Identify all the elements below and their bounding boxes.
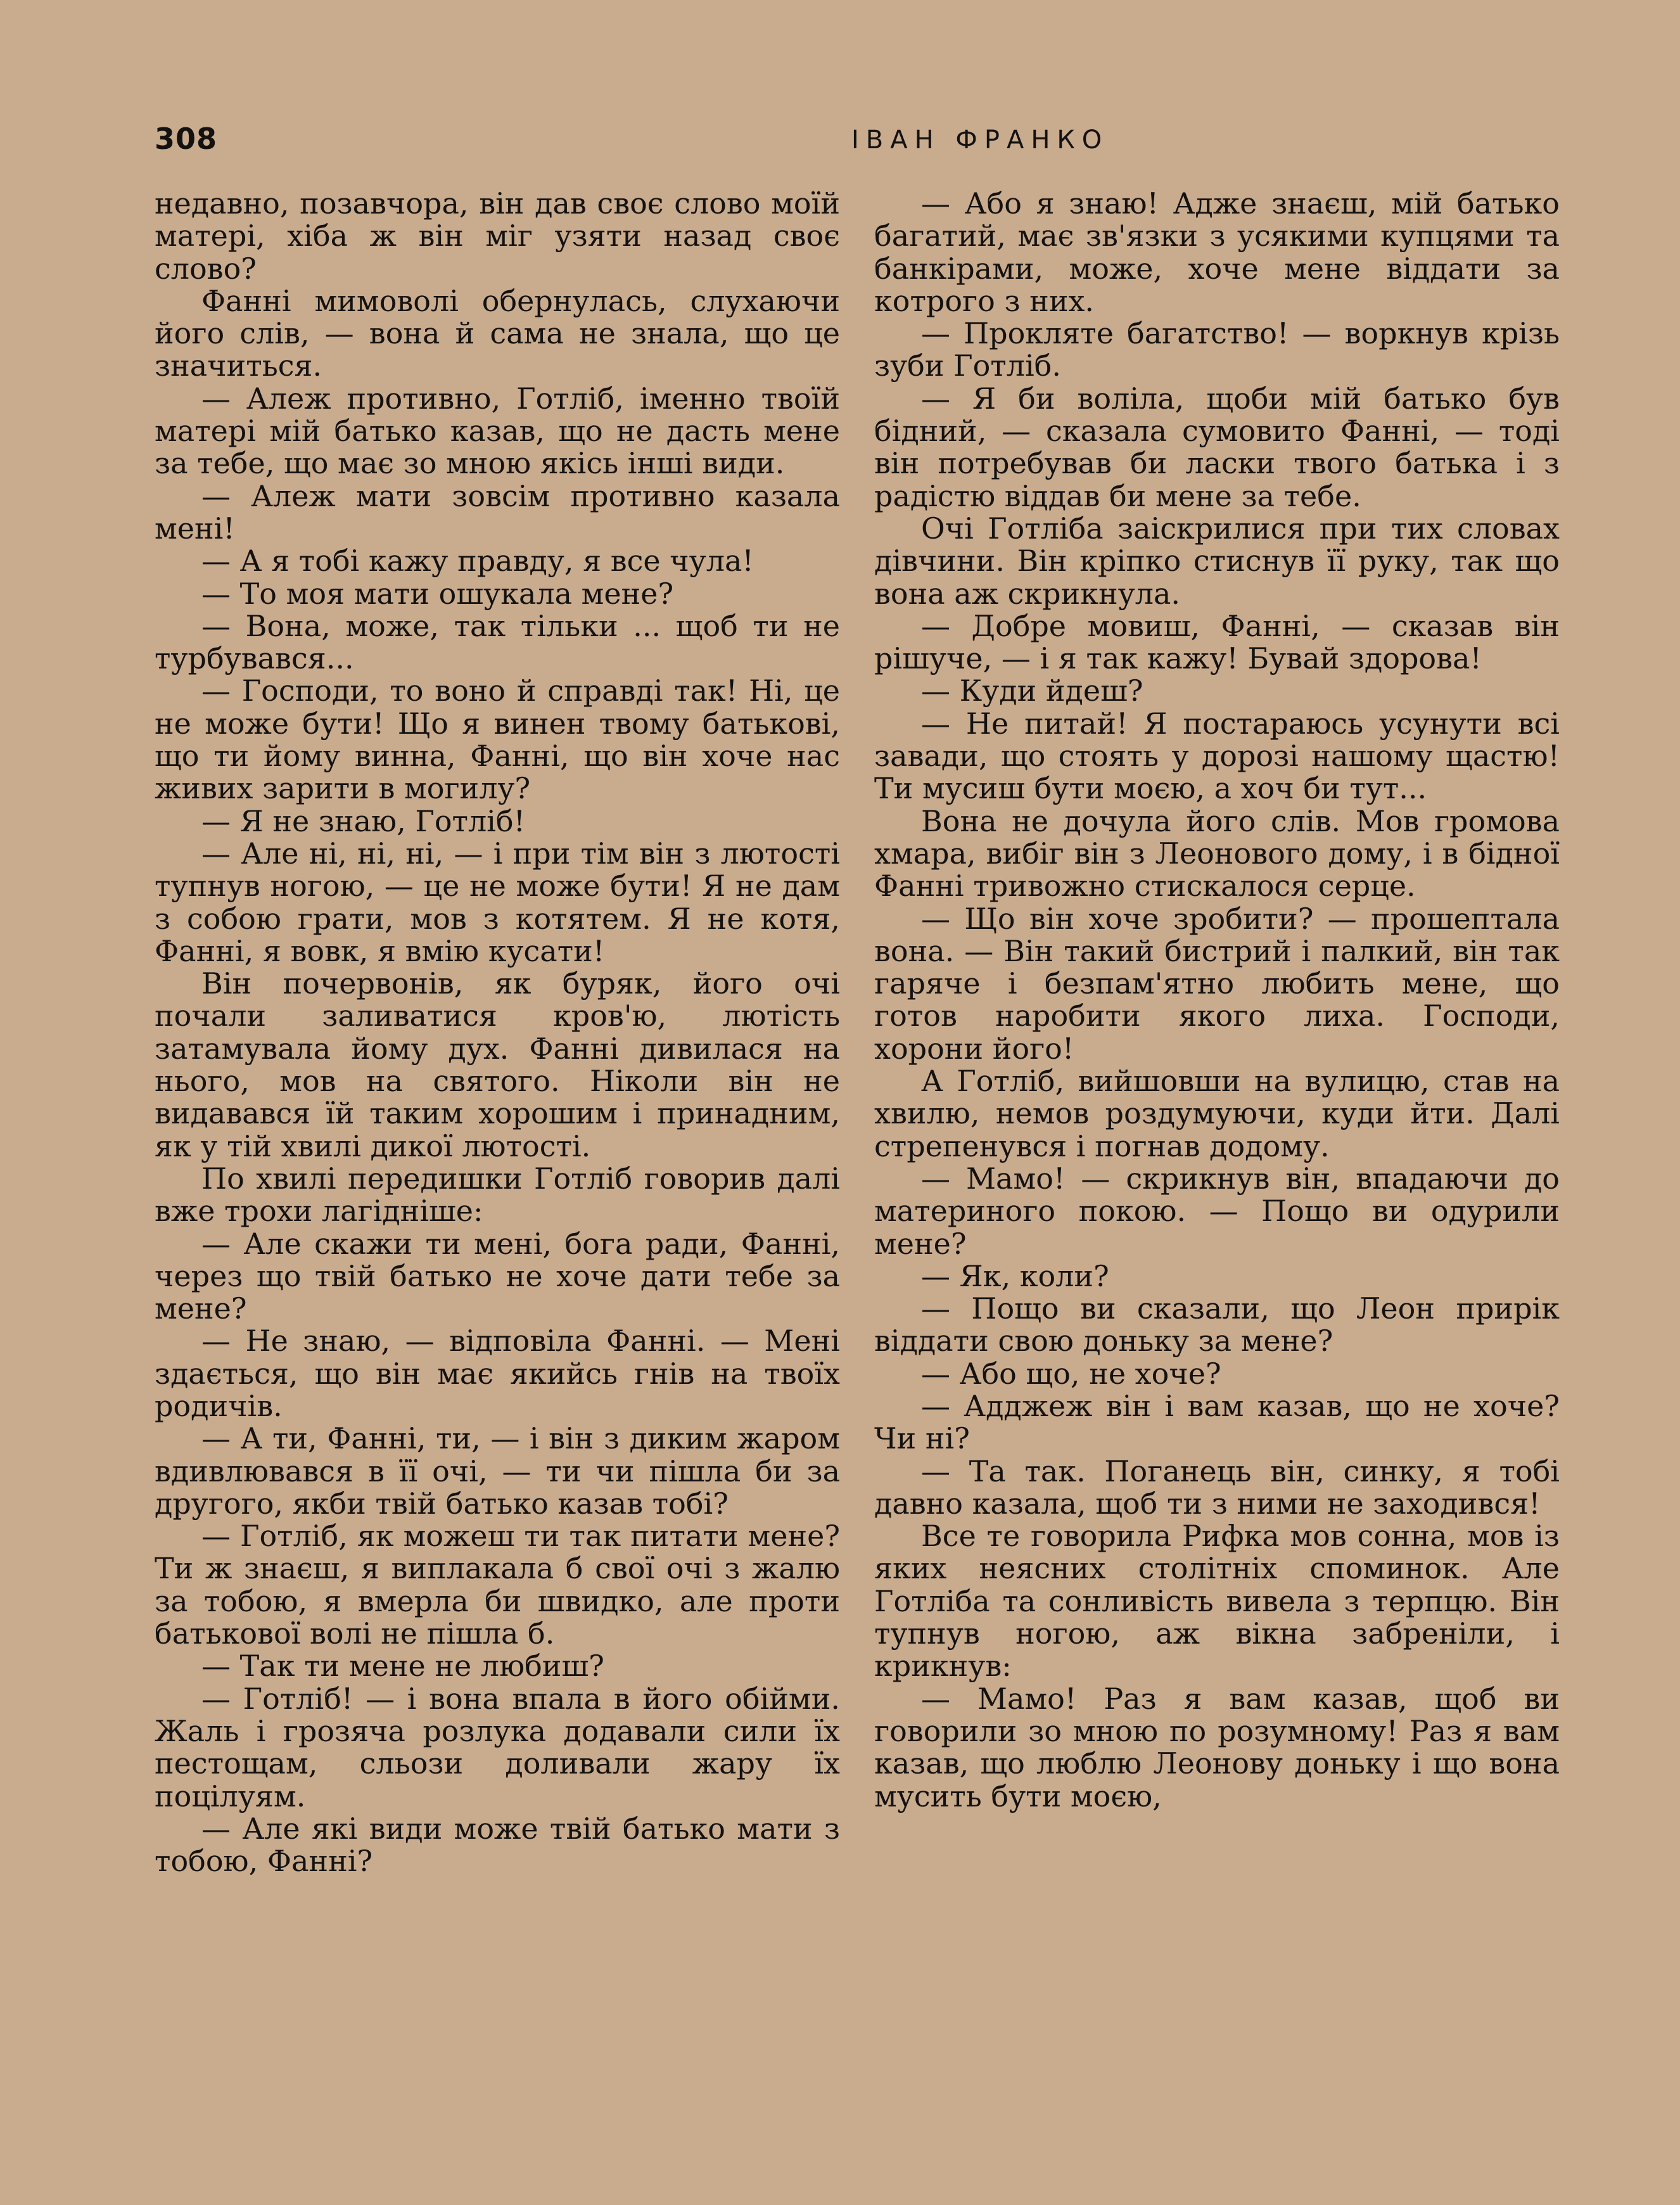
paragraph: — А я тобі кажу правду, я все чула! (201, 544, 754, 578)
paragraph: — Готліб, як можеш ти так питати мене? Ти ж знаєш, я виплакала б свої очі з жалю за тобою, я вмерла би швидко, але проти батькової волі не пішла б. (155, 1519, 840, 1651)
right-column (874, 188, 1560, 1813)
running-head: ІВАН ФРАНКО (851, 125, 1109, 155)
paragraph: — Або що, не хоче? (921, 1356, 1221, 1391)
paragraph: — Готліб! — і вона впала в його обійми. Жаль і грозяча розлука додавали сили їх пестощам, сльози доливали жару їх поцілуям. (155, 1681, 840, 1813)
paragraph: Він почервонів, як буряк, його очі почали заливатися кров'ю, лютість затамувала йому дух. Фанні дивилася на нього, мов на святого. Ніколи він не видавався їй таким хорошим і принадним, як у тій хвилі дикої лютості. (155, 966, 840, 1163)
paragraph: — Але скажи ти мені, бога ради, Фанні, через що твій батько не хоче дати тебе за мене? (155, 1226, 840, 1326)
paragraph: А Готліб, вийшовши на вулицю, став на хвилю, немов роздумуючи, куди йти. Далі стрепенувся і погнав додому. (874, 1064, 1560, 1163)
paragraph: — Як, коли? (921, 1258, 1109, 1293)
paragraph: — Добре мовиш, Фанні, — сказав він рішуче, — і я так кажу! Бувай здорова! (874, 608, 1560, 676)
paragraph: — Мамо! Раз я вам казав, щоб ви говорили зо мною по розумному! Раз я вам казав, що люблю Леонову доньку і що вона мусить бути моєю, (874, 1681, 1560, 1813)
paragraph: — Адджеж він і вам казав, що не хоче? Чи ні? (874, 1388, 1560, 1456)
left-column (155, 188, 840, 1877)
paragraph: — Я не знаю, Готліб! (201, 803, 526, 838)
paragraph: — Що він хоче зробити? — прошептала вона. — Він такий бистрий і палкий, він так гаряче і безпам'ятно любить мене, що готов наробити якого лиха. Господи, хорони його! (874, 901, 1560, 1066)
paragraph: — Але які види може твій батько мати з тобою, Фанні? (155, 1811, 840, 1879)
paragraph: — Не знаю, — відповіла Фанні. — Мені здається, що він має якийсь гнів на твоїх родичів. (155, 1324, 840, 1423)
paragraph: — Та так. Поганець він, синку, я тобі давно казала, щоб ти з ними не заходився! (874, 1454, 1560, 1521)
paragraph: По хвилі передишки Готліб говорив далі вже трохи лагідніше: (155, 1161, 840, 1229)
paragraph: — Мамо! — скрикнув він, впадаючи до материного покою. — Пощо ви одурили мене? (874, 1161, 1560, 1261)
paragraph: — Так ти мене не любиш? (201, 1649, 604, 1684)
paragraph: Все те говорила Рифка мов сонна, мов із яких неясних столітніх споминок. Але Готліба та сонливість вивела з терпцю. Він тупнув ногою, аж вікна забреніли, і крикнув: (874, 1519, 1560, 1684)
paragraph: — Але ні, ні, ні, — і при тім він з лютості тупнув ногою, — це не може бути! Я не дам з собою грати, мов з котятем. Я не котя, Фанні, я вовк, я вмію кусати! (155, 836, 840, 968)
paragraph: — Або я знаю! Адже знаєш, мій батько багатий, має зв'язки з усякими купцями та банкірами, може, хоче мене віддати за котрого з них. (874, 186, 1560, 318)
paragraph: — То моя мати ошукала мене? (201, 576, 674, 611)
paragraph: — Вона, може, так тільки ... щоб ти не турбувався... (155, 608, 840, 676)
paragraph: Вона не дочула його слів. Мов громова хмара, вибіг він з Леонового дому, і в бідної Фанні тривожно стискалося серце. (874, 803, 1560, 904)
paragraph: — Не питай! Я постараюсь усунути всі завади, що стоять у дорозі нашому щастю! Ти мусиш бути моєю, а хоч би тут... (874, 706, 1560, 806)
paragraph: Фанні мимоволі обернулась, слухаючи його слів, — вона й сама не знала, що це значиться. (155, 283, 840, 383)
paragraph: — Прокляте багатство! — воркнув крізь зуби Готліб. (874, 316, 1560, 383)
paragraph: — Пощо ви сказали, що Леон прирік віддати свою доньку за мене? (874, 1291, 1560, 1358)
paragraph: Очі Готліба заіскрилися при тих словах дівчини. Він кріпко стиснув її руку, так що вона аж скрикнула. (874, 511, 1560, 611)
paragraph: недавно, позавчора, він дав своє слово моїй матері, хіба ж він міг узяти назад своє слово? (155, 186, 840, 286)
paragraph: — Господи, то воно й справді так! Ні, це не може бути! Що я винен твому батькові, що ти йому винна, Фанні, що він хоче нас живих зарити в могилу? (155, 674, 840, 806)
paragraph: — А ти, Фанні, ти, — і він з диким жаром вдивлювався в її очі, — ти чи пішла би за другого, якби твій батько казав тобі? (155, 1421, 840, 1521)
page-header (155, 122, 1523, 166)
paragraph: — Алеж мати зовсім противно казала мені! (155, 478, 840, 546)
paragraph: — Алеж противно, Готліб, іменно твоїй матері мій батько казав, що не дасть мене за тебе, що має зо мною якісь інші види. (155, 381, 840, 481)
paragraph: — Я би воліла, щоби мій батько був бідний, — сказала сумовито Фанні, — тоді він потребував би ласки твого батька і з радістю віддав би мене за тебе. (874, 381, 1560, 513)
page-number: 308 (155, 122, 218, 156)
paragraph: — Куди йдеш? (921, 674, 1143, 708)
